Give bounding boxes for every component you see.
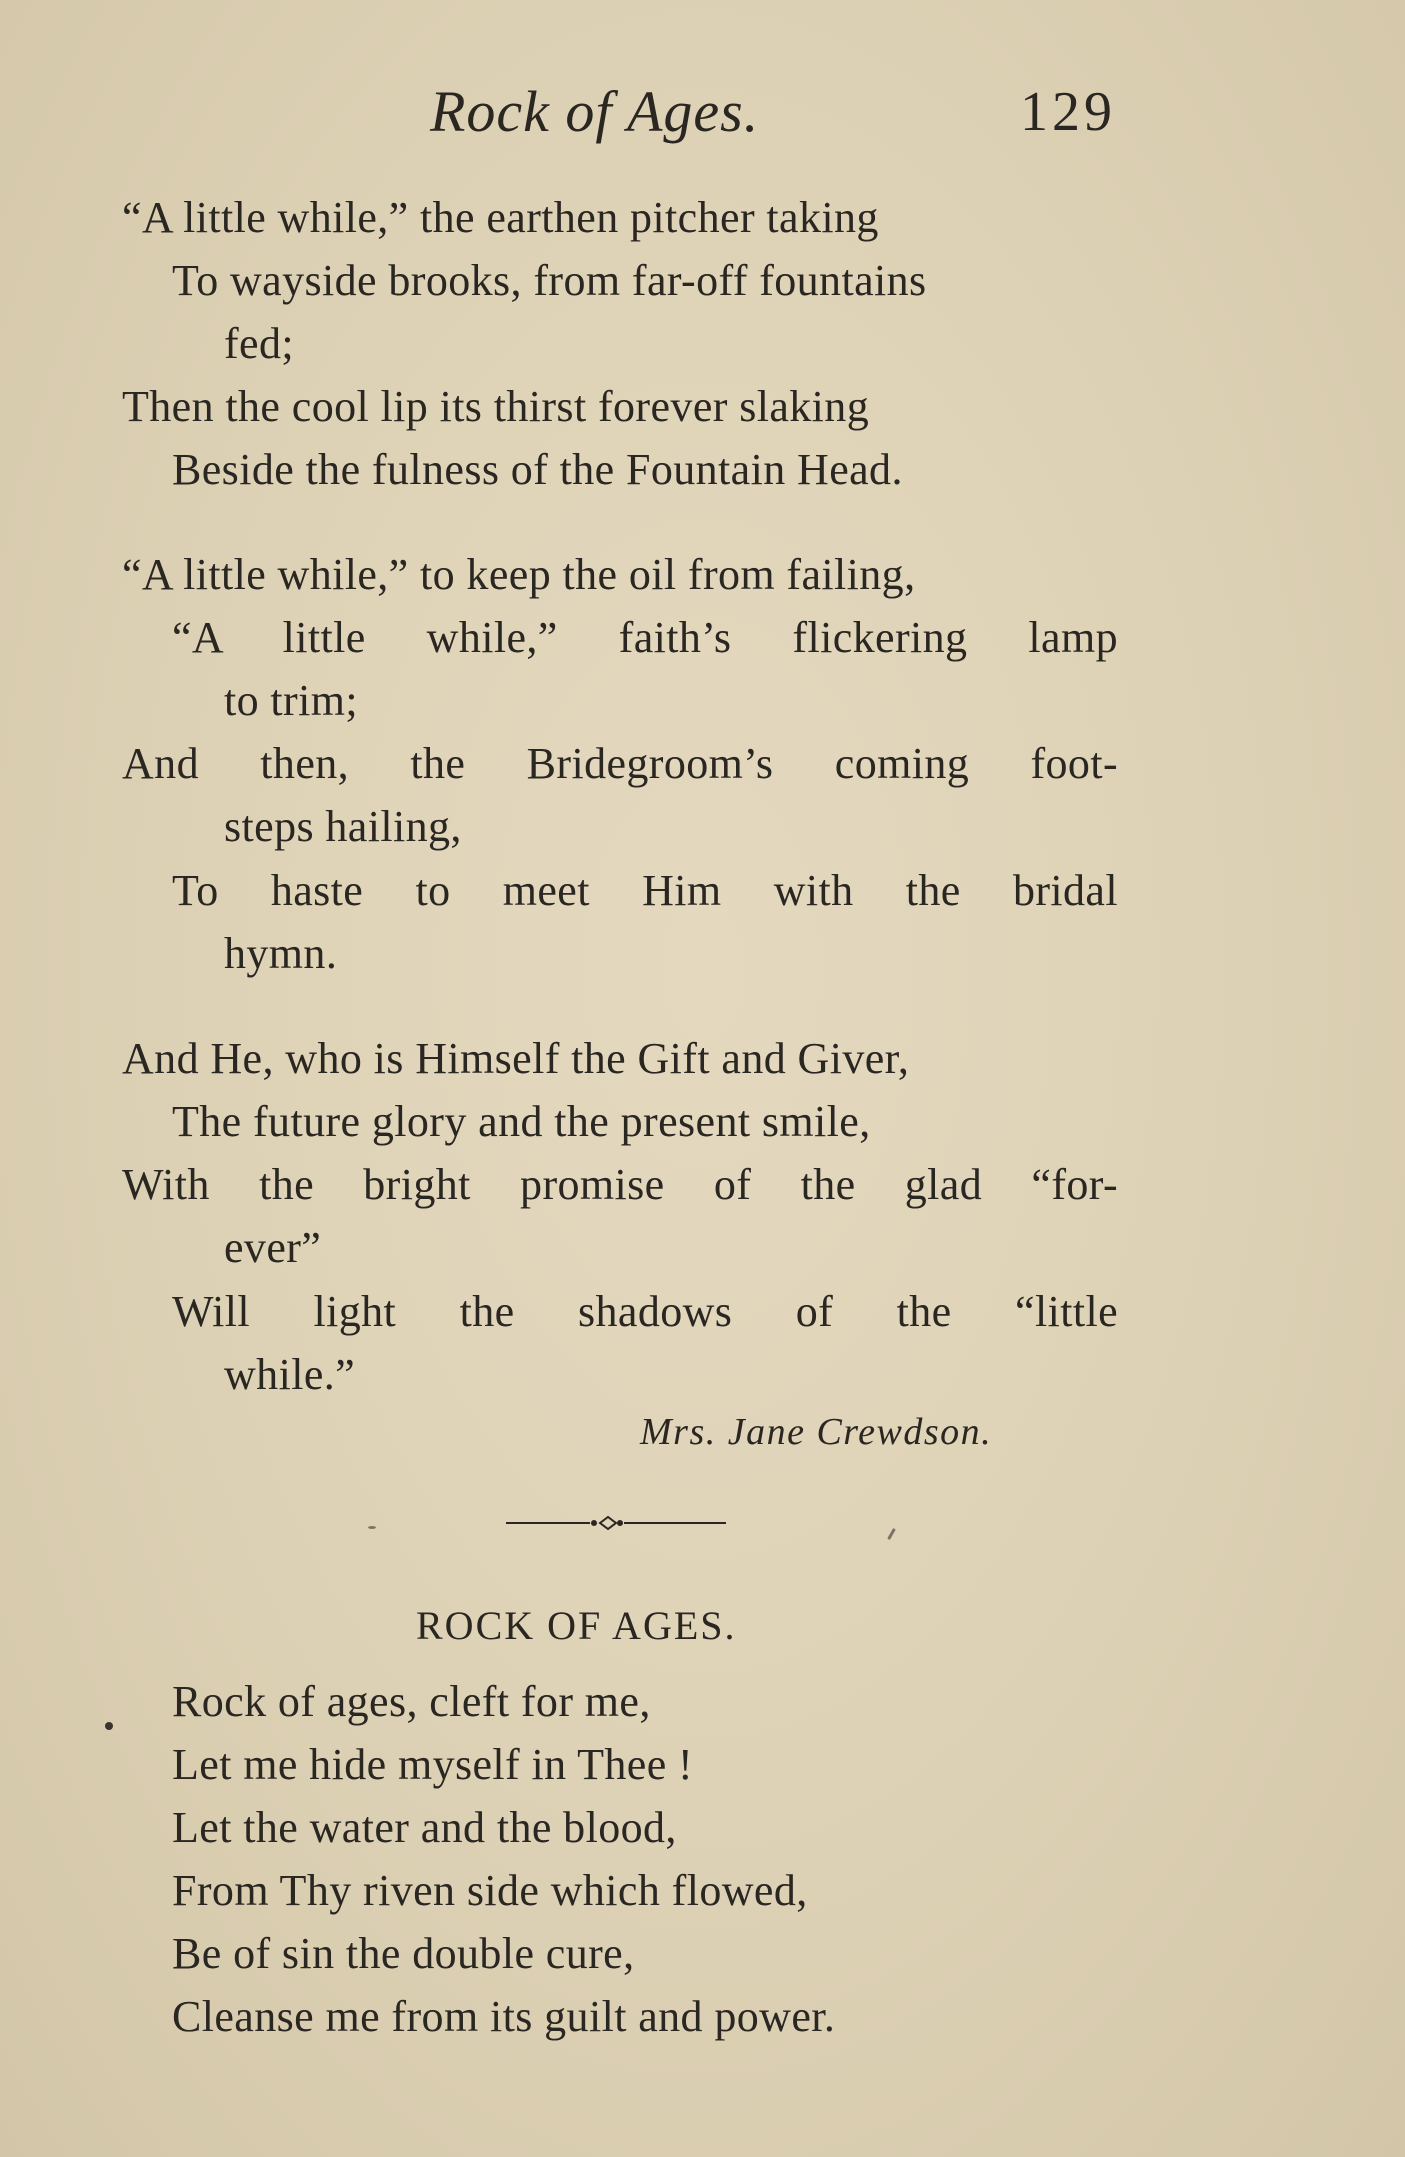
poem-line: while.” [224,1350,356,1399]
poem-line: Beside the fulness of the Fountain Head. [172,445,903,494]
poem-line: ever” [224,1223,322,1272]
poem-line: “A little while,” the earthen pitcher taking [122,193,879,242]
page-number: 129 [1020,81,1116,143]
poem-line: “A little while,” faith’s flickering lamp [172,613,1118,662]
ink-speck [105,1722,113,1730]
poem-line: Let the water and the blood, [172,1803,677,1852]
poem-line: Will light the shadows of the “little [172,1287,1118,1336]
ink-speck [887,1528,896,1540]
ink-speck [368,1526,376,1529]
poem-line: And then, the Bridegroom’s coming foot- [122,739,1118,788]
running-title: Rock of Ages. [430,79,760,144]
poem-line: hymn. [224,929,338,978]
poem-line: Cleanse me from its guilt and power. [172,1992,836,2041]
poem-line: From Thy riven side which flowed, [172,1866,808,1915]
poem-line: steps hailing, [224,802,462,851]
poem-line: With the bright promise of the glad “for- [122,1160,1118,1209]
poem-line: To wayside brooks, from far-off fountains [172,256,927,305]
poem-line: Be of sin the double cure, [172,1929,635,1978]
poem-line: To haste to meet Him with the bridal [172,866,1118,915]
poem-line: And He, who is Himself the Gift and Giver, [122,1034,910,1083]
poem-line: “A little while,” to keep the oil from failing, [122,550,916,599]
poem-line: The future glory and the present smile, [172,1097,871,1146]
section-title: ROCK OF AGES. [416,1603,737,1648]
poem-line: Then the cool lip its thirst forever slaking [122,382,870,431]
attribution: Mrs. Jane Crewdson. [640,1411,993,1453]
page-header [0,78,1405,158]
poem-line: to trim; [224,676,358,725]
poem-line: Let me hide myself in Thee ! [172,1740,694,1789]
poem-line: fed; [224,319,295,368]
poem-line: Rock of ages, cleft for me, [172,1677,651,1726]
ornament-divider [506,1514,726,1532]
